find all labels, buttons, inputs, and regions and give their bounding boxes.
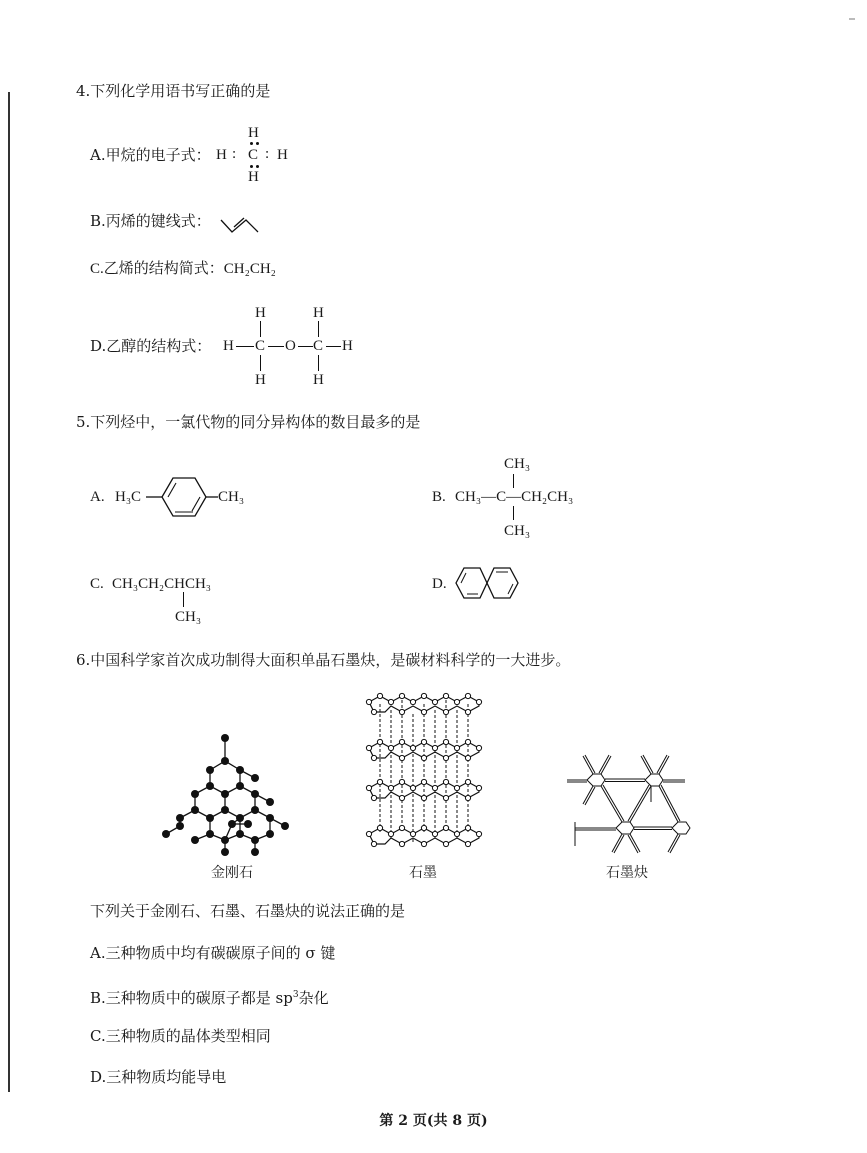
atom-h: H [255, 372, 266, 388]
atom-h-top: H [248, 125, 259, 141]
atom-h: H [313, 305, 324, 321]
corner-mark [849, 18, 855, 20]
q6-option-b-sup: 3 [292, 990, 299, 1000]
atom-h: H [255, 305, 266, 321]
naphthalene-structure [455, 565, 519, 601]
colon-right: : [265, 146, 270, 162]
q6-option-b [90, 986, 329, 1007]
p-xylene-ring [146, 476, 221, 518]
q4-option-c-label: C.乙烯的结构简式：CH₂CH₂ [90, 261, 276, 277]
q5-stem: 5.下列烃中，一氯代物的同分异构体的数目最多的是 [76, 413, 421, 431]
q6-option-a: A.三种物质中均有碳碳原子间的 σ 键 [90, 944, 336, 962]
q5-option-a-letter: A. [90, 489, 105, 505]
q6-stem: 6.中国科学家首次成功制得大面积单晶石墨炔，是碳材料科学的一大进步。 [76, 651, 571, 669]
q5-b-main-chain: CH₃—C—CH₂CH₃ [455, 489, 574, 505]
graphyne-structure-figure [565, 742, 693, 860]
page-edge-line [8, 92, 10, 1092]
atom-h: H [342, 338, 353, 354]
propene-line-formula [220, 215, 260, 235]
q5-b-bottom-group: CH₃ [504, 523, 531, 539]
diamond-structure-figure [160, 728, 300, 860]
q4-stem: 4.下列化学用语书写正确的是 [76, 82, 271, 100]
q5-c-branch-group: CH₃ [175, 609, 202, 625]
atom-h: H [223, 338, 234, 354]
atom-c-center: C [248, 147, 259, 163]
page-footer: 第 2 页(共 8 页) [379, 1113, 488, 1129]
q5-c-main-chain: CH₃CH₂CHCH₃ [112, 576, 212, 592]
q6-option-d: D.三种物质均能导电 [90, 1068, 227, 1086]
q4-option-a-label: A.甲烷的电子式： [90, 146, 211, 164]
caption-graphyne: 石墨炔 [606, 865, 648, 881]
graphite-structure-figure [364, 688, 488, 858]
caption-graphite: 石墨 [409, 865, 437, 881]
atom-h-right: H [277, 147, 288, 163]
q5-option-b-letter: B. [432, 489, 446, 505]
q5-a-left-group: H₃C [115, 489, 142, 505]
q5-option-d-letter: D. [432, 576, 447, 592]
atom-c1: C [255, 338, 266, 354]
atom-h: H [313, 372, 324, 388]
atom-o: O [285, 338, 296, 354]
q4-option-b-label: B.丙烯的键线式： [90, 212, 211, 230]
q6-option-c: C.三种物质的晶体类型相同 [90, 1027, 271, 1045]
q6-option-b-tail: 杂化 [298, 989, 329, 1007]
atom-h-left: H [216, 147, 227, 163]
q5-b-top-group: CH₃ [504, 456, 531, 472]
q6-sub-stem: 下列关于金刚石、石墨、石墨炔的说法正确的是 [90, 902, 406, 920]
colon-left: : [232, 146, 237, 162]
atom-c2: C [313, 338, 324, 354]
q6-option-b-text: B.三种物质中的碳原子都是 sp [90, 989, 293, 1007]
q5-a-right-group: CH₃ [218, 489, 245, 505]
atom-h-bottom: H [248, 169, 259, 185]
caption-diamond: 金刚石 [211, 865, 253, 881]
q5-option-c-letter: C. [90, 576, 104, 592]
q4-option-d-label: D.乙醇的结构式： [90, 337, 212, 355]
